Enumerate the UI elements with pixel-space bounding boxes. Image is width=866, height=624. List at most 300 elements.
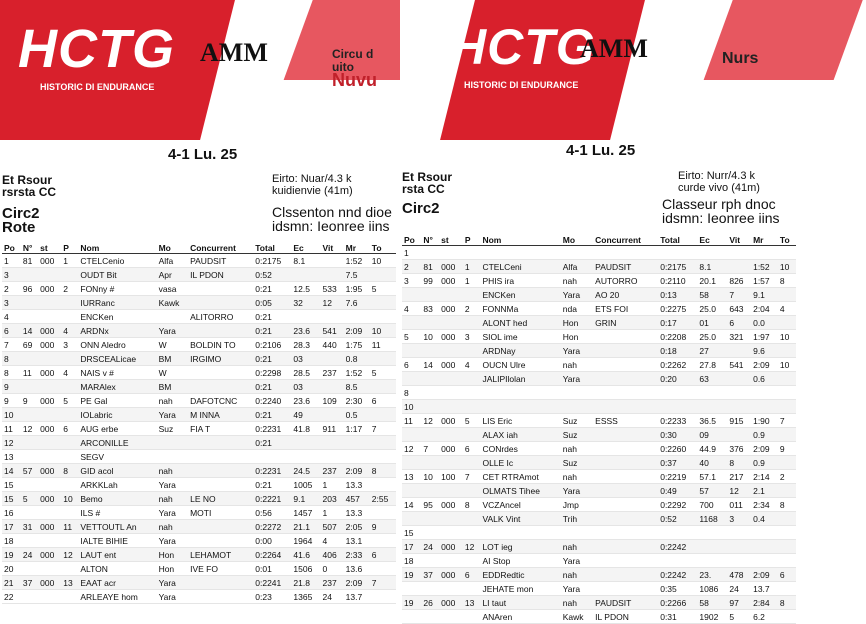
table-cell: 237 xyxy=(321,576,344,590)
table-cell: 6 xyxy=(778,568,796,582)
table-cell: BOLDIN TO xyxy=(188,338,253,352)
table-cell: 0:2175 xyxy=(658,260,697,274)
table-cell: nah xyxy=(561,596,593,610)
hctg-logo: HCTG xyxy=(450,19,596,75)
table-cell xyxy=(593,484,658,498)
table-cell: 10 xyxy=(778,358,796,372)
table-cell: Apr xyxy=(157,268,189,282)
table-cell: 2:09 xyxy=(344,576,370,590)
table-cell xyxy=(480,386,560,400)
table-cell xyxy=(593,554,658,568)
event-title: Et Rsour xyxy=(402,170,453,184)
table-cell: 24.5 xyxy=(291,464,320,478)
table-cell xyxy=(778,582,796,596)
classification-title: Clssenton nnd dioe xyxy=(272,204,392,220)
table-cell: 2:33 xyxy=(344,548,370,562)
table-cell: ARDNx xyxy=(78,324,156,338)
table-cell xyxy=(778,316,796,330)
table-cell xyxy=(188,478,253,492)
table-cell: 0:2292 xyxy=(658,498,697,512)
table-cell xyxy=(561,526,593,540)
table-row xyxy=(402,288,796,302)
table-cell: 7.5 xyxy=(344,268,370,282)
table-cell: 4 xyxy=(463,358,481,372)
category-subtitle: Rote xyxy=(2,219,36,236)
table-cell: 4 xyxy=(61,366,78,380)
table-cell: 37 xyxy=(421,568,439,582)
table-cell xyxy=(402,582,421,596)
table-cell: GID acol xyxy=(78,464,156,478)
table-cell: AI Stop xyxy=(480,554,560,568)
table-cell: 19 xyxy=(402,596,421,610)
table-cell: 9 xyxy=(370,520,396,534)
table-cell: 2:55 xyxy=(370,492,396,506)
table-cell: Kawk xyxy=(561,610,593,624)
table-cell: 1365 xyxy=(291,590,320,604)
table-cell: PAUDSIT xyxy=(188,254,253,268)
table-cell: 000 xyxy=(439,260,463,274)
table-cell xyxy=(593,498,658,512)
table-cell: 217 xyxy=(727,470,751,484)
table-cell xyxy=(439,456,463,470)
table-cell: Hon xyxy=(561,316,593,330)
table-cell: 20.1 xyxy=(697,274,727,288)
table-cell: 57.1 xyxy=(697,470,727,484)
table-cell xyxy=(188,366,253,380)
table-cell: 3 xyxy=(2,268,21,282)
table-cell: 27.8 xyxy=(697,358,727,372)
classification-subtitle: idsmn: Ieonree iins xyxy=(272,218,390,234)
table-cell: 8 xyxy=(61,464,78,478)
column-header: To xyxy=(370,242,396,254)
table-cell: 1 xyxy=(463,260,481,274)
table-cell: 13 xyxy=(61,576,78,590)
table-cell xyxy=(463,288,481,302)
table-cell xyxy=(439,344,463,358)
table-cell: ILS # xyxy=(78,506,156,520)
table-cell xyxy=(463,372,481,386)
table-cell xyxy=(321,268,344,282)
table-cell: 41.8 xyxy=(291,422,320,436)
track-info-2: curde vivo (41m) xyxy=(678,182,760,194)
table-cell: 8.1 xyxy=(697,260,727,274)
table-cell: 57 xyxy=(697,484,727,498)
table-row xyxy=(2,268,396,282)
table-cell: 0:2242 xyxy=(658,540,697,554)
table-cell: 2:09 xyxy=(344,464,370,478)
table-row xyxy=(2,506,396,520)
table-cell xyxy=(291,310,320,324)
table-cell: 15 xyxy=(402,526,421,540)
table-cell xyxy=(370,408,396,422)
column-header: st xyxy=(38,242,61,254)
table-cell xyxy=(421,372,439,386)
table-cell: 0:2240 xyxy=(253,394,291,408)
table-cell: 2:84 xyxy=(751,596,778,610)
table-row xyxy=(402,568,796,582)
table-cell: Yara xyxy=(561,288,593,302)
table-cell: 0:2272 xyxy=(253,520,291,534)
table-cell xyxy=(61,590,78,604)
table-cell xyxy=(21,478,38,492)
table-row xyxy=(2,590,396,604)
table-cell: 0:56 xyxy=(253,506,291,520)
table-cell: ARLEAYE hom xyxy=(78,590,156,604)
table-cell: 10 xyxy=(778,330,796,344)
results-table-right xyxy=(402,234,796,624)
table-cell: 000 xyxy=(439,540,463,554)
table-cell: 1:75 xyxy=(344,338,370,352)
table-cell: LAUT ent xyxy=(78,548,156,562)
table-cell: 911 xyxy=(321,422,344,436)
table-cell xyxy=(593,246,658,260)
classification-title: Classeur rph dnoc xyxy=(662,196,776,212)
table-row xyxy=(2,310,396,324)
table-cell: 000 xyxy=(38,422,61,436)
table-cell xyxy=(421,400,439,414)
table-cell: 0 xyxy=(321,562,344,576)
table-cell: LIS Eric xyxy=(480,414,560,428)
table-cell: ANAren xyxy=(480,610,560,624)
table-cell: 7 xyxy=(463,470,481,484)
table-cell: 237 xyxy=(321,366,344,380)
table-cell xyxy=(439,316,463,330)
table-cell: Hon xyxy=(561,330,593,344)
table-cell xyxy=(291,268,320,282)
table-cell xyxy=(61,296,78,310)
table-cell: 2:09 xyxy=(751,568,778,582)
circuit-logo: Circu d uito Nuvu xyxy=(332,47,377,90)
table-row xyxy=(402,302,796,316)
table-cell: 9 xyxy=(2,394,21,408)
table-cell: 6 xyxy=(402,358,421,372)
results-sheet-left xyxy=(0,0,400,602)
table-row xyxy=(2,520,396,534)
table-cell: 376 xyxy=(727,442,751,456)
table-cell xyxy=(61,506,78,520)
column-header: Mo xyxy=(157,242,189,254)
table-cell xyxy=(439,582,463,596)
table-row xyxy=(2,576,396,590)
table-cell xyxy=(778,372,796,386)
table-cell: OUDT Bit xyxy=(78,268,156,282)
table-header-row xyxy=(2,242,396,254)
table-cell xyxy=(463,526,481,540)
table-cell: IL PDON xyxy=(188,268,253,282)
table-cell: 2:05 xyxy=(344,520,370,534)
table-cell: 6.2 xyxy=(751,610,778,624)
table-cell: 17 xyxy=(402,540,421,554)
table-cell: Yara xyxy=(561,484,593,498)
table-cell: 0:2233 xyxy=(658,414,697,428)
table-cell: 0:21 xyxy=(253,408,291,422)
table-cell: 2:09 xyxy=(751,442,778,456)
table-cell xyxy=(480,526,560,540)
table-cell: 000 xyxy=(38,492,61,506)
table-cell: LI taut xyxy=(480,596,560,610)
table-cell: 0:2275 xyxy=(658,302,697,316)
table-cell: 2 xyxy=(463,302,481,316)
table-cell: CONrdes xyxy=(480,442,560,456)
table-cell: AUG erbe xyxy=(78,422,156,436)
table-cell: ONN Aledro xyxy=(78,338,156,352)
table-cell xyxy=(561,386,593,400)
table-cell: 9 xyxy=(21,394,38,408)
table-cell: 000 xyxy=(439,442,463,456)
table-cell: 5 xyxy=(370,282,396,296)
table-cell: 6 xyxy=(370,394,396,408)
table-cell xyxy=(593,582,658,596)
table-cell xyxy=(21,296,38,310)
table-cell xyxy=(463,428,481,442)
table-cell: 000 xyxy=(38,464,61,478)
table-cell xyxy=(253,450,291,464)
table-cell: 0:13 xyxy=(658,288,697,302)
table-cell: 14 xyxy=(21,324,38,338)
table-cell xyxy=(421,582,439,596)
sponsor-logo: AMM xyxy=(200,38,268,67)
header-banner xyxy=(400,0,800,120)
table-cell: 8 xyxy=(778,498,796,512)
table-cell: JALIPIlolan xyxy=(480,372,560,386)
table-cell: FONNMa xyxy=(480,302,560,316)
table-cell: 0:2264 xyxy=(253,548,291,562)
table-cell: DRSCEALicae xyxy=(78,352,156,366)
table-cell: nah xyxy=(561,568,593,582)
column-header: Mr xyxy=(751,234,778,246)
table-cell: 13 xyxy=(402,470,421,484)
table-cell: 000 xyxy=(439,302,463,316)
table-cell: 1:52 xyxy=(751,260,778,274)
table-cell xyxy=(697,554,727,568)
table-cell xyxy=(421,484,439,498)
column-header: Po xyxy=(2,242,21,254)
table-cell: W xyxy=(157,366,189,380)
table-cell: 20 xyxy=(2,562,21,576)
column-header: Total xyxy=(253,242,291,254)
table-cell: 0:49 xyxy=(658,484,697,498)
table-cell: Yara xyxy=(561,554,593,568)
table-cell xyxy=(439,400,463,414)
table-cell xyxy=(727,428,751,442)
table-row xyxy=(2,534,396,548)
table-row xyxy=(2,352,396,366)
table-cell xyxy=(778,386,796,400)
table-cell: 0.0 xyxy=(751,316,778,330)
table-cell xyxy=(38,590,61,604)
table-cell: VETTOUTL An xyxy=(78,520,156,534)
table-cell xyxy=(463,344,481,358)
table-row xyxy=(402,498,796,512)
table-cell xyxy=(21,408,38,422)
table-cell: 14 xyxy=(421,358,439,372)
table-cell: 0.8 xyxy=(344,352,370,366)
table-cell: IALTE BIHIE xyxy=(78,534,156,548)
table-cell: 13.3 xyxy=(344,478,370,492)
table-cell xyxy=(61,478,78,492)
table-cell: nah xyxy=(561,274,593,288)
table-cell: Suz xyxy=(561,456,593,470)
table-cell xyxy=(21,268,38,282)
table-cell: SEGV xyxy=(78,450,156,464)
table-cell: ARKKLah xyxy=(78,478,156,492)
table-cell xyxy=(463,386,481,400)
table-cell xyxy=(421,288,439,302)
table-cell: 0:2241 xyxy=(253,576,291,590)
table-cell: 8.5 xyxy=(344,380,370,394)
table-cell: Yara xyxy=(561,372,593,386)
table-cell: 000 xyxy=(439,358,463,372)
table-cell: Yara xyxy=(157,576,189,590)
table-cell: 99 xyxy=(421,274,439,288)
table-cell: 09 xyxy=(697,428,727,442)
table-cell: 22 xyxy=(2,590,21,604)
table-row xyxy=(402,540,796,554)
table-cell: 0:21 xyxy=(253,310,291,324)
table-cell xyxy=(188,380,253,394)
table-cell: MOTI xyxy=(188,506,253,520)
table-cell: 24 xyxy=(21,548,38,562)
table-cell xyxy=(480,400,560,414)
table-cell: ESSS xyxy=(593,414,658,428)
table-cell: 0:00 xyxy=(253,534,291,548)
table-cell xyxy=(697,540,727,554)
table-cell: 0:30 xyxy=(658,428,697,442)
column-header: Nom xyxy=(480,234,560,246)
table-cell: OUCN Ulre xyxy=(480,358,560,372)
results-sheet-right xyxy=(400,0,800,622)
table-cell xyxy=(727,540,751,554)
table-cell xyxy=(778,554,796,568)
table-cell xyxy=(439,288,463,302)
table-cell xyxy=(727,246,751,260)
table-cell: nah xyxy=(157,520,189,534)
table-cell: BM xyxy=(157,380,189,394)
header-banner xyxy=(0,0,400,120)
table-cell xyxy=(38,450,61,464)
column-header: P xyxy=(61,242,78,254)
table-cell: 440 xyxy=(321,338,344,352)
table-cell xyxy=(593,540,658,554)
table-cell xyxy=(439,554,463,568)
table-cell xyxy=(188,282,253,296)
table-cell: 1005 xyxy=(291,478,320,492)
table-cell xyxy=(370,478,396,492)
table-cell: 915 xyxy=(727,414,751,428)
table-cell: 0:2208 xyxy=(658,330,697,344)
table-cell: nda xyxy=(561,302,593,316)
table-cell: Yara xyxy=(157,506,189,520)
table-cell: 1 xyxy=(321,506,344,520)
table-cell: 321 xyxy=(727,330,751,344)
table-cell xyxy=(593,428,658,442)
table-cell: Alfa xyxy=(157,254,189,268)
track-info-2: kuidienvie (41m) xyxy=(272,185,353,197)
table-cell xyxy=(463,554,481,568)
table-cell xyxy=(421,526,439,540)
table-cell xyxy=(439,512,463,526)
table-cell: 0:2175 xyxy=(253,254,291,268)
table-cell xyxy=(402,344,421,358)
table-cell xyxy=(291,450,320,464)
results-table-left xyxy=(2,242,396,604)
table-cell: 507 xyxy=(321,520,344,534)
table-cell: 28.3 xyxy=(291,338,320,352)
table-cell: 3 xyxy=(727,512,751,526)
table-cell: 8 xyxy=(463,498,481,512)
table-cell: 1506 xyxy=(291,562,320,576)
table-row xyxy=(402,596,796,610)
table-cell xyxy=(21,562,38,576)
table-cell: 0:2262 xyxy=(658,358,697,372)
table-cell: VALK Vint xyxy=(480,512,560,526)
table-cell xyxy=(463,610,481,624)
table-row xyxy=(402,358,796,372)
table-cell: 5 xyxy=(727,610,751,624)
hctg-logo-subtitle: HISTORIC DI ENDURANCE xyxy=(40,82,155,92)
table-cell: 19 xyxy=(2,548,21,562)
table-cell: 0:2260 xyxy=(658,442,697,456)
table-cell: FIA T xyxy=(188,422,253,436)
column-header: Concurrent xyxy=(593,234,658,246)
table-cell: 9.1 xyxy=(291,492,320,506)
table-cell xyxy=(321,254,344,268)
table-row xyxy=(402,260,796,274)
table-cell: 7 xyxy=(370,576,396,590)
category-title: Circ2 xyxy=(2,205,40,222)
table-cell: 000 xyxy=(38,338,61,352)
table-cell xyxy=(421,512,439,526)
table-cell: ALONT hed xyxy=(480,316,560,330)
table-cell: 8 xyxy=(2,366,21,380)
table-cell xyxy=(463,246,481,260)
table-row xyxy=(2,548,396,562)
table-cell: 95 xyxy=(421,498,439,512)
table-cell: 0:2106 xyxy=(253,338,291,352)
table-cell: CTELCeni xyxy=(480,260,560,274)
table-cell: 7.6 xyxy=(344,296,370,310)
table-cell: 10 xyxy=(421,330,439,344)
table-cell: 2:04 xyxy=(751,302,778,316)
table-cell xyxy=(402,456,421,470)
table-row xyxy=(402,526,796,540)
table-cell xyxy=(38,380,61,394)
table-cell: 1168 xyxy=(697,512,727,526)
table-cell: 1:95 xyxy=(344,282,370,296)
category-title: Circ2 xyxy=(402,200,440,217)
table-cell: 11 xyxy=(402,414,421,428)
table-row xyxy=(2,296,396,310)
table-cell xyxy=(38,478,61,492)
table-cell xyxy=(21,436,38,450)
table-cell: OLMATS Tihee xyxy=(480,484,560,498)
table-cell xyxy=(370,562,396,576)
table-cell: AO 20 xyxy=(593,288,658,302)
table-cell: 13.7 xyxy=(344,590,370,604)
table-cell: 5 xyxy=(402,330,421,344)
table-cell: vasa xyxy=(157,282,189,296)
table-cell: 12 xyxy=(421,414,439,428)
table-cell xyxy=(61,450,78,464)
table-cell: 11 xyxy=(21,366,38,380)
table-cell: DAFOTCNC xyxy=(188,394,253,408)
table-cell xyxy=(593,344,658,358)
table-cell: 10 xyxy=(421,470,439,484)
table-cell: 0:35 xyxy=(658,582,697,596)
table-cell xyxy=(402,428,421,442)
table-cell: ALTON xyxy=(78,562,156,576)
event-date: 4-1 Lu. 25 xyxy=(168,146,238,163)
